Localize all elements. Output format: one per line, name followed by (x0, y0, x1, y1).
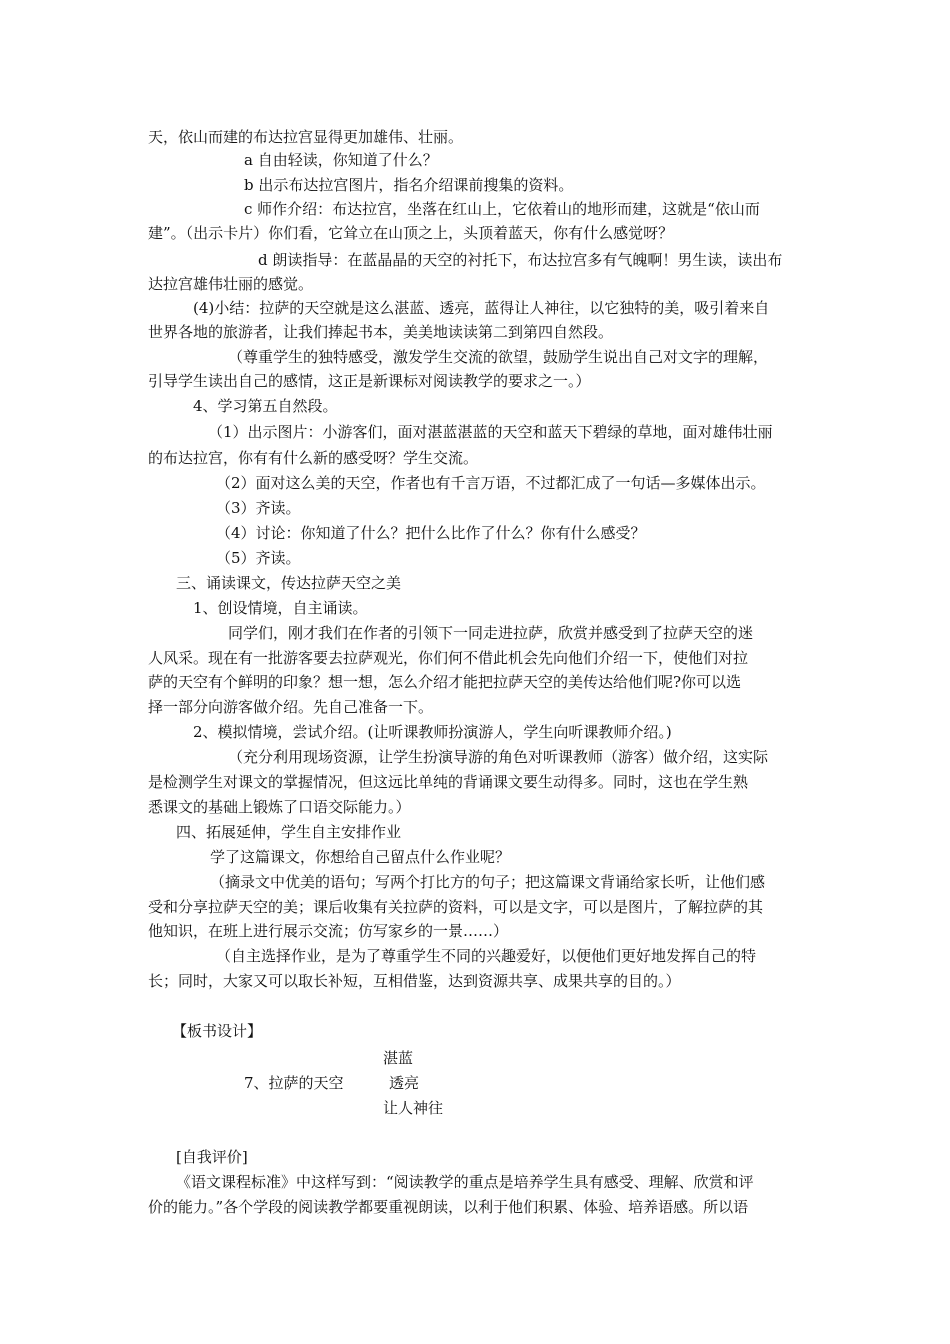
text-line: 4、学习第五自然段。 (193, 397, 338, 415)
text-line: （3）齐读。 (216, 499, 301, 517)
board-title: 7、拉萨的天空 (244, 1074, 344, 1092)
text-line: 价的能力。”各个学段的阅读教学都要重视朗读，以利于他们积累、体验、培养语感。所以语 (148, 1198, 749, 1216)
board-word-3: 让人神往 (383, 1099, 444, 1117)
text-line: 的布达拉宫，你有有什么新的感受呀？学生交流。 (148, 449, 479, 467)
text-line: （尊重学生的独特感受，激发学生交流的欲望，鼓励学生说出自己对文字的理解， (228, 348, 769, 366)
text-line: 建”。（出示卡片）你们看，它耸立在山顶之上，头顶着蓝天，你有什么感觉呀？ (148, 224, 674, 242)
text-line: 《语文课程标准》中这样写到：“阅读教学的重点是培养学生具有感受、理解、欣赏和评 (176, 1173, 754, 1191)
text-line: b 出示布达拉宫图片，指名介绍课前搜集的资料。 (244, 176, 574, 194)
text-line: 择一部分向游客做介绍。先自己准备一下。 (148, 698, 434, 716)
text-line: (4)小结：拉萨的天空就是这么湛蓝、透亮，蓝得让人神往，以它独特的美，吸引着来自 (193, 299, 770, 317)
board-design-heading: 【板书设计】 (172, 1022, 263, 1040)
text-line: c 师作介绍：布达拉宫，坐落在红山上，它依着山的地形而建，这就是“依山而 (244, 200, 760, 218)
text-line: （摘录文中优美的语句；写两个打比方的句子；把这篇课文背诵给家长听，让他们感 (210, 873, 766, 891)
text-line: 受和分享拉萨天空的美；课后收集有关拉萨的资料，可以是文字，可以是图片，了解拉萨的其 (148, 898, 764, 916)
text-line: 是检测学生对课文的掌握情况，但这远比单纯的背诵课文要生动得多。同时，这也在学生熟 (148, 773, 749, 791)
text-line: 世界各地的旅游者，让我们捧起书本，美美地读读第二到第四自然段。 (148, 323, 614, 341)
text-line: 悉课文的基础上锻炼了口语交际能力。） (148, 798, 411, 816)
text-line: 引导学生读出自己的感情，这正是新课标对阅读教学的要求之一。） (148, 372, 591, 390)
text-line: 萨的天空有个鲜明的印象？想一想，怎么介绍才能把拉萨天空的美传达给他们呢?你可以选 (148, 673, 742, 691)
text-line: 天，依山而建的布达拉宫显得更加雄伟、壮丽。 (148, 128, 464, 146)
text-line: （自主选择作业，是为了尊重学生不同的兴趣爱好，以便他们更好地发挥自己的特 (216, 947, 757, 965)
text-line: 1、创设情境，自主诵读。 (193, 599, 368, 617)
text-line: 人风采。现在有一批游客要去拉萨观光，你们何不借此机会先向他们介绍一下，使他们对拉 (148, 649, 749, 667)
text-line: （5）齐读。 (216, 549, 301, 567)
section-heading: 三、诵读课文，传达拉萨天空之美 (176, 574, 402, 592)
text-line: （4）讨论：你知道了什么？把什么比作了什么？你有什么感受？ (216, 524, 646, 542)
section-heading: 四、拓展延伸，学生自主安排作业 (176, 823, 402, 841)
text-line: 同学们，刚才我们在作者的引领下一同走进拉萨，欣赏并感受到了拉萨天空的迷 (228, 624, 754, 642)
text-line: 达拉宫雄伟壮丽的感觉。 (148, 275, 314, 293)
board-word-1: 湛蓝 (383, 1049, 414, 1067)
text-line: 长；同时，大家又可以取长补短，互相借鉴，达到资源共享、成果共享的目的。） (148, 972, 681, 990)
self-evaluation-heading: [自我评价] (176, 1148, 248, 1166)
text-line: 他知识，在班上进行展示交流；仿写家乡的一景……） (148, 922, 509, 940)
text-line: （2）面对这么美的天空，作者也有千言万语，不过都汇成了一句话—多媒体出示。 (216, 474, 766, 492)
text-line: 2、模拟情境，尝试介绍。(让听课教师扮演游人，学生向听课教师介绍。) (193, 723, 672, 741)
text-line: a 自由轻读，你知道了什么？ (244, 151, 438, 169)
board-word-2: 透亮 (389, 1074, 420, 1092)
text-line: （1）出示图片：小游客们，面对湛蓝湛蓝的天空和蓝天下碧绿的草地，面对雄伟壮丽 (208, 423, 773, 441)
text-line: 学了这篇课文，你想给自己留点什么作业呢？ (210, 848, 511, 866)
text-line: d 朗读指导：在蓝晶晶的天空的衬托下，布达拉宫多有气魄啊！男生读，读出布 (258, 251, 783, 269)
text-line: （充分利用现场资源，让学生扮演导游的角色对听课教师（游客）做介绍，这实际 (228, 748, 769, 766)
